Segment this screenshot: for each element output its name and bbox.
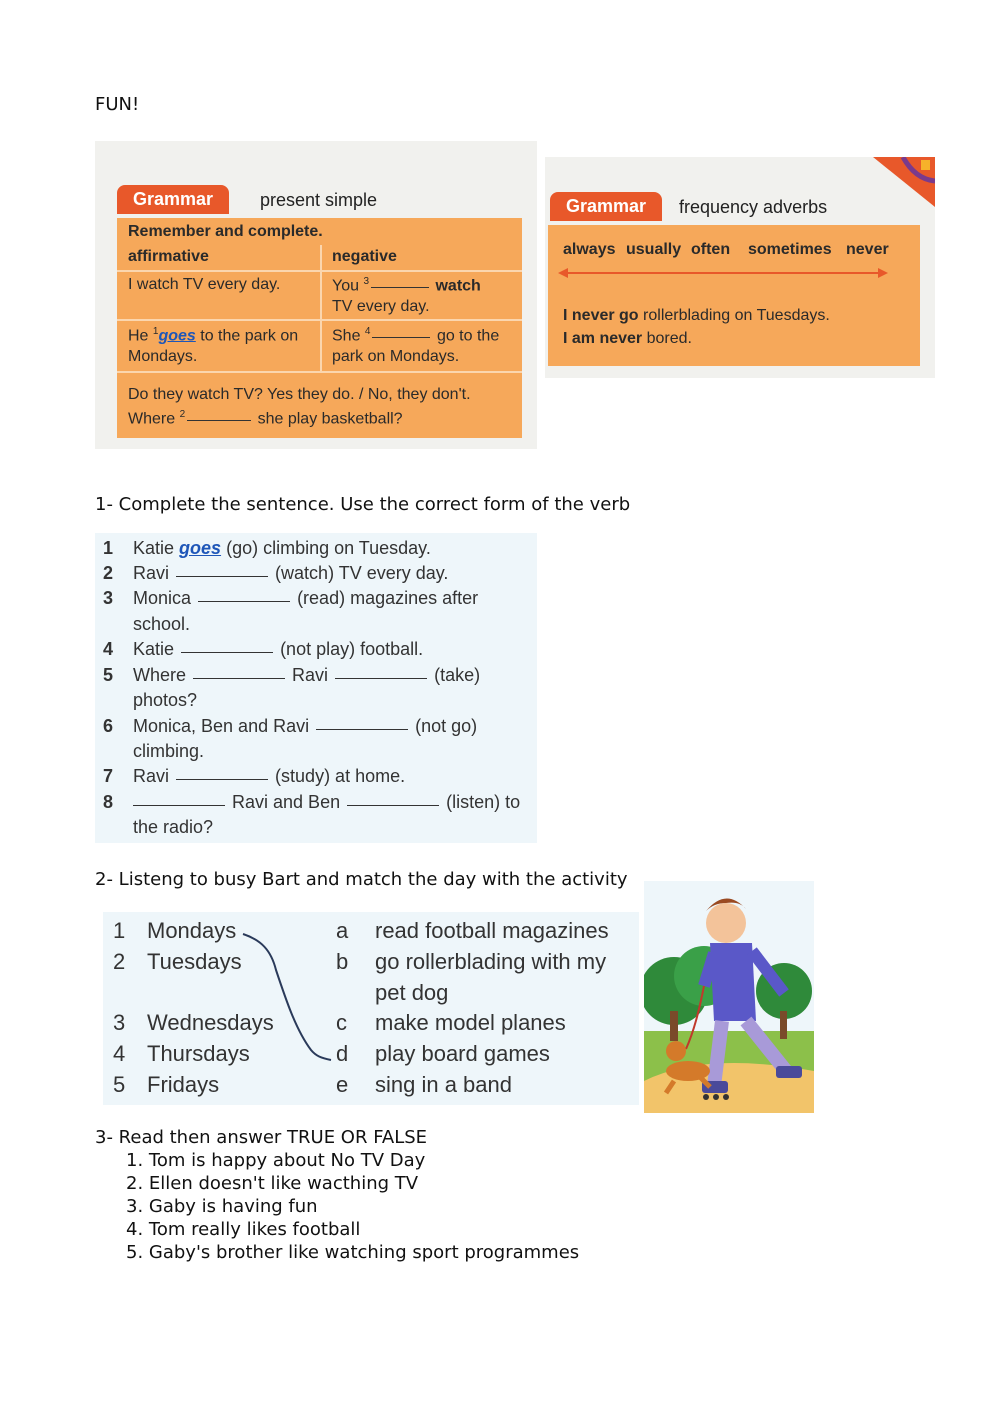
text: Katie (133, 538, 175, 558)
activity-e: sing in a band (375, 1072, 512, 1097)
text: to the park on (200, 327, 299, 345)
text: Monica, Ben and Ravi (133, 716, 310, 736)
number: 4 (103, 639, 114, 659)
exercise1-item-1 (133, 538, 431, 559)
row2-affirmative (128, 326, 298, 345)
letter: c (336, 1010, 347, 1035)
text: the radio? (133, 817, 214, 837)
page-corner-decoration (873, 157, 935, 207)
text: Ravi and Ben (232, 792, 341, 812)
match-line (241, 930, 341, 1070)
answer-blank[interactable] (316, 728, 408, 730)
exercise1-item-6 (133, 716, 477, 737)
number: 5 (103, 665, 114, 685)
row2-affirmative-cont: Mondays. (128, 348, 198, 365)
text: Monica (133, 588, 192, 608)
tf-item-3: 3. Gaby is having fun (126, 1196, 318, 1217)
grammar-tag: Grammar (117, 185, 229, 214)
number: 1 (103, 538, 114, 558)
text: school. (133, 614, 191, 634)
answer-blank[interactable] (198, 600, 290, 602)
tf-item-5: 5. Gaby's brother like watching sport programmes (126, 1242, 580, 1263)
exercise1-item-7 (133, 766, 405, 787)
row-divider (117, 270, 522, 272)
text: photos? (133, 690, 198, 710)
text: (go) climbing on Tuesday. (226, 538, 431, 558)
tf-item-4: 4. Tom really likes football (126, 1219, 361, 1240)
frequency-example-2 (563, 330, 692, 348)
text: Ravi (292, 665, 329, 685)
day-fridays: Fridays (147, 1072, 220, 1097)
letter: b (336, 949, 349, 974)
exercise1-item-5 (133, 665, 480, 686)
grammar-subtitle: present simple (260, 190, 378, 210)
row-divider (117, 319, 522, 321)
text: He (128, 327, 149, 345)
answer-blank[interactable] (193, 677, 285, 679)
activity-b: go rollerblading with my (375, 949, 607, 974)
row1-negative (332, 276, 481, 295)
text: She (332, 327, 361, 345)
where-line (128, 409, 403, 428)
col-affirmative: affirmative (128, 248, 209, 265)
number: 1 (152, 326, 159, 337)
number: 3 (363, 276, 370, 287)
grammar-tag: Grammar (550, 192, 662, 221)
tf-item-1: 1. Tom is happy about No TV Day (126, 1150, 426, 1171)
text: bored. (646, 330, 692, 347)
row2-negative-cont: park on Mondays. (332, 348, 460, 365)
text: watch (435, 277, 481, 295)
grammar-present-simple-box (95, 141, 537, 449)
number: 8 (103, 792, 114, 812)
exercise1-box (95, 533, 537, 843)
exercise2-heading: 2- Listeng to busy Bart and match the day with the activity (95, 869, 628, 890)
row1-negative-cont: TV every day. (332, 298, 430, 315)
number: 2 (103, 563, 114, 583)
answer-blank[interactable] (181, 651, 273, 653)
number: 6 (103, 716, 114, 736)
number: 1 (113, 918, 126, 943)
number: 5 (113, 1072, 126, 1097)
number: 3 (113, 1010, 126, 1035)
text: (listen) to (446, 792, 521, 812)
activity-d: play board games (375, 1041, 550, 1066)
day-wednesdays: Wednesdays (147, 1010, 274, 1035)
page-title: FUN! (95, 94, 140, 115)
activity-b-cont: pet dog (375, 980, 449, 1005)
text: (not go) (415, 716, 478, 736)
answer-blank[interactable] (176, 778, 268, 780)
exercise1-item-4 (133, 639, 423, 660)
answer-blank[interactable] (176, 575, 268, 577)
table-divider (320, 245, 322, 371)
exercise1-item-3 (133, 588, 478, 609)
activity-c: make model planes (375, 1010, 566, 1035)
text: (not play) football. (280, 639, 424, 659)
letter: e (336, 1072, 349, 1097)
col-negative: negative (332, 248, 397, 265)
answer-goes: goes (179, 538, 222, 558)
text: she play basketball? (257, 410, 403, 428)
remember-text: Remember and complete. (128, 223, 323, 240)
blank (371, 286, 429, 288)
activity-a: read football magazines (375, 918, 609, 943)
grammar-table (117, 218, 522, 438)
exercise2-box (103, 912, 639, 1105)
text: You (332, 277, 359, 295)
number: 7 (103, 766, 114, 786)
adverb-usually: usually (626, 241, 682, 258)
answer-blank[interactable] (335, 677, 427, 679)
text: (read) magazines after (297, 588, 479, 608)
text: Ravi (133, 766, 170, 786)
letter: d (336, 1041, 349, 1066)
text: Where (133, 665, 187, 685)
adverb-often: often (691, 241, 731, 258)
blank (187, 419, 251, 421)
grammar-frequency-box (545, 157, 935, 378)
frequency-table (548, 225, 920, 366)
answer-blank[interactable] (347, 804, 439, 806)
text: go to the (436, 327, 500, 345)
frequency-arrow (558, 266, 888, 280)
text: (watch) TV every day. (275, 563, 449, 583)
number: 4 (113, 1041, 126, 1066)
text: (take) (434, 665, 481, 685)
number: 4 (364, 326, 371, 337)
text: Ravi (133, 563, 170, 583)
blank (372, 336, 430, 338)
number: 3 (103, 588, 114, 608)
row-divider (117, 371, 522, 373)
bart-rollerblading-illustration (644, 881, 814, 1113)
letter: a (336, 918, 349, 943)
number: 2 (113, 949, 126, 974)
adverb-never: never (846, 241, 889, 258)
question-line: Do they watch TV? Yes they do. / No, they don't. (128, 386, 471, 403)
text: (study) at home. (275, 766, 406, 786)
adverb-sometimes: sometimes (748, 241, 832, 258)
text: Katie (133, 639, 175, 659)
day-mondays: Mondays (147, 918, 237, 943)
text: I never go (563, 307, 639, 324)
day-tuesdays: Tuesdays (147, 949, 242, 974)
exercise1-item-2 (133, 563, 448, 584)
text: Where (128, 410, 176, 428)
text: rollerblading on Tuesdays. (643, 307, 830, 324)
exercise1-item-8 (133, 792, 520, 813)
number: 2 (179, 409, 186, 420)
row1-affirmative: I watch TV every day. (128, 276, 281, 293)
adverb-always: always (563, 241, 616, 258)
row2-negative (332, 326, 499, 345)
exercise3-heading: 3- Read then answer TRUE OR FALSE (95, 1127, 428, 1148)
answer-goes: goes (158, 327, 196, 345)
day-thursdays: Thursdays (147, 1041, 250, 1066)
text: I am never (563, 330, 643, 347)
frequency-example-1 (563, 307, 830, 325)
tf-item-2: 2. Ellen doesn't like wacthing TV (126, 1173, 419, 1194)
text: climbing. (133, 741, 205, 761)
answer-blank[interactable] (133, 804, 225, 806)
grammar-subtitle: frequency adverbs (679, 197, 828, 217)
exercise1-heading: 1- Complete the sentence. Use the correct form of the verb (95, 494, 631, 515)
